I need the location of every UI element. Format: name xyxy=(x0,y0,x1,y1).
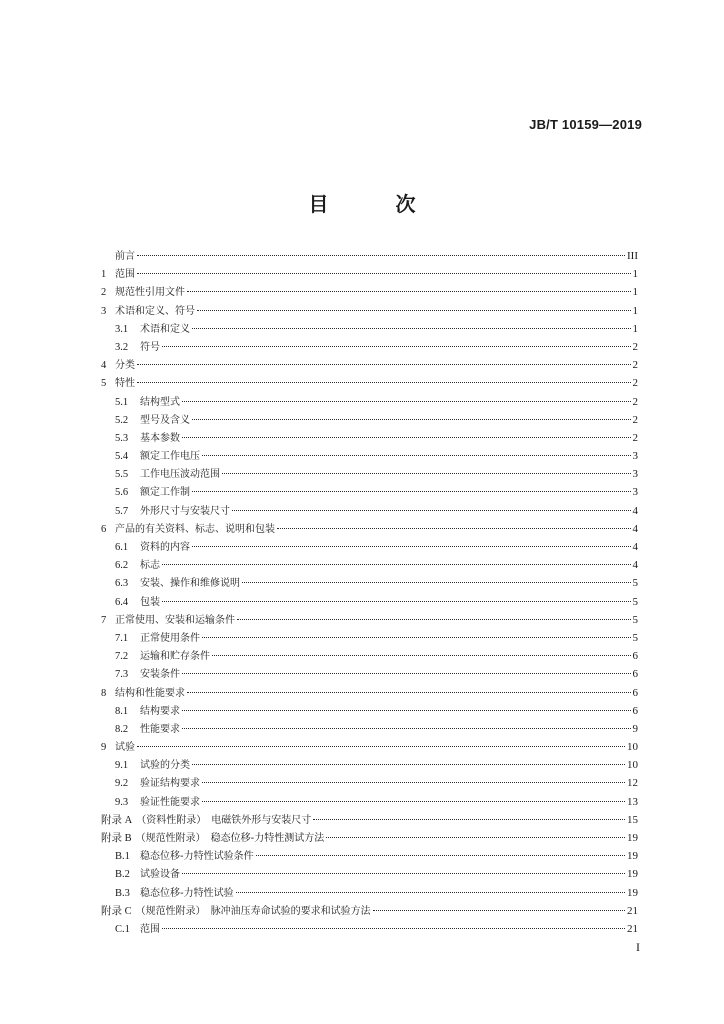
dot-leader xyxy=(232,510,631,511)
toc-entry[interactable] xyxy=(101,520,638,538)
toc-entry-page: 9 xyxy=(632,722,638,735)
toc-entry-number: C.1 xyxy=(115,923,130,935)
page-title: 目 次 xyxy=(308,192,446,216)
toc-entry[interactable] xyxy=(101,865,638,883)
toc-entry[interactable] xyxy=(101,465,638,483)
toc-entry-page: 4 xyxy=(632,559,638,572)
toc-entry[interactable] xyxy=(101,665,638,683)
toc-entry-number: 5.7 xyxy=(115,505,129,517)
toc-entry-number: 6.2 xyxy=(115,560,129,572)
dot-leader xyxy=(162,346,631,347)
dot-leader xyxy=(162,928,625,929)
dot-leader xyxy=(182,401,631,402)
toc-entry-number: 7.3 xyxy=(115,669,129,681)
dot-leader xyxy=(256,855,625,856)
toc-entry[interactable] xyxy=(101,720,638,738)
toc-entry-page: 5 xyxy=(632,631,638,644)
dot-leader xyxy=(182,673,631,674)
toc-entry-label: 试验设备 xyxy=(140,869,180,881)
toc-entry-label: 试验的分类 xyxy=(140,760,190,772)
dot-leader xyxy=(182,437,631,438)
dot-leader xyxy=(137,255,625,256)
dot-leader xyxy=(187,291,631,292)
dot-leader xyxy=(212,655,631,656)
toc-entry-number: 5.1 xyxy=(115,396,129,408)
dot-leader xyxy=(192,328,631,329)
toc-entry[interactable] xyxy=(101,684,638,702)
standard-code: JB/T 10159—2019 xyxy=(529,117,642,132)
toc-entry-label: 型号及含义 xyxy=(140,414,190,426)
toc-entry-number: 8 xyxy=(101,687,107,699)
toc-entry-number: 8.1 xyxy=(115,705,129,717)
dot-leader xyxy=(202,801,625,802)
toc-entry-page: 21 xyxy=(627,922,638,935)
toc-entry-number: 3.1 xyxy=(115,323,129,335)
toc-entry-number: 6.1 xyxy=(115,542,129,553)
dot-leader xyxy=(137,364,631,365)
toc-entry[interactable] xyxy=(101,538,638,556)
toc-entry-label: 范围 xyxy=(140,923,160,935)
toc-entry-page: 2 xyxy=(632,395,638,408)
toc-entry-page: 6 xyxy=(632,650,638,663)
dot-leader xyxy=(182,710,631,711)
toc-entry-page: 2 xyxy=(632,377,638,390)
toc-entry-label: 外形尺寸与安装尺寸 xyxy=(140,505,230,517)
toc-entry-number: 6.4 xyxy=(115,596,129,608)
toc-entry-page: 15 xyxy=(627,813,638,826)
toc-entry-label: 稳态位移-力特性试验条件 xyxy=(140,851,254,863)
toc-entry-label: 范围 xyxy=(115,269,135,281)
dot-leader xyxy=(202,637,631,638)
toc-entry-label: 资料的内容 xyxy=(140,542,190,553)
toc-entry-label: 术语和定义 xyxy=(140,323,190,335)
dot-leader xyxy=(182,728,631,729)
toc-entry-label: 正常使用条件 xyxy=(140,632,200,644)
toc-entry-label: 术语和定义、符号 xyxy=(115,305,195,317)
toc-entry[interactable] xyxy=(101,811,638,829)
toc-entry-label: 工作电压波动范围 xyxy=(140,469,220,481)
toc-entry-number: 5.5 xyxy=(115,469,129,481)
toc-entry-page: III xyxy=(627,250,638,262)
toc-entry-page: 1 xyxy=(632,268,638,281)
toc-entry-page: 6 xyxy=(632,686,638,699)
dot-leader xyxy=(137,746,625,747)
dot-leader xyxy=(197,310,631,311)
toc-entry-label: 结构要求 xyxy=(140,705,180,717)
dot-leader xyxy=(313,819,625,820)
toc-entry-number: 6.3 xyxy=(115,578,129,590)
toc-entry-page: 10 xyxy=(627,741,638,754)
dot-leader xyxy=(326,837,625,838)
dot-leader xyxy=(137,273,631,274)
toc-entry-page: 10 xyxy=(627,759,638,772)
toc-entry-label: 规范性引用文件 xyxy=(115,287,185,299)
dot-leader xyxy=(162,601,631,602)
toc-entry[interactable] xyxy=(101,429,638,447)
toc-entry[interactable] xyxy=(101,829,638,847)
dot-leader xyxy=(202,782,625,783)
toc-entry-page: 3 xyxy=(632,486,638,499)
toc-entry-page: 12 xyxy=(627,777,638,790)
dot-leader xyxy=(202,455,631,456)
toc-entry[interactable] xyxy=(101,884,638,902)
dot-leader xyxy=(192,764,625,765)
toc-entry-number: B.2 xyxy=(115,869,130,881)
toc-entry-page: 21 xyxy=(627,904,638,917)
dot-leader xyxy=(192,419,631,420)
dot-leader xyxy=(137,382,631,383)
toc-entry-page: 6 xyxy=(632,668,638,681)
toc-entry[interactable] xyxy=(101,502,638,520)
toc-entry-label: 结构和性能要求 xyxy=(115,687,185,699)
toc-entry[interactable] xyxy=(101,393,638,411)
toc-entry-label: 运输和贮存条件 xyxy=(140,651,210,663)
toc-entry-page: 6 xyxy=(632,704,638,717)
toc-entry-number: 3 xyxy=(101,305,107,317)
toc-entry-number: 7 xyxy=(101,614,107,626)
toc-entry-page: 3 xyxy=(632,450,638,463)
toc-entry-number: 5.2 xyxy=(115,414,129,426)
toc-entry-label: 基本参数 xyxy=(140,432,180,444)
toc-entry-number: 9 xyxy=(101,742,107,754)
toc-entry-number: 4 xyxy=(101,360,107,372)
toc-entry-page: 2 xyxy=(632,359,638,372)
toc-entry[interactable] xyxy=(101,593,638,611)
toc-entry[interactable] xyxy=(101,702,638,720)
toc-entry-page: 1 xyxy=(632,322,638,335)
toc-entry-number: 7.2 xyxy=(115,651,129,663)
dot-leader xyxy=(182,873,625,874)
toc-entry-page: 19 xyxy=(627,868,638,881)
toc-entry-label: 包装 xyxy=(140,596,160,608)
toc-entry[interactable] xyxy=(101,374,638,392)
toc-entry[interactable] xyxy=(101,902,638,920)
toc-entry-label: （规范性附录） 稳态位移-力特性测试方法 xyxy=(135,833,325,844)
toc-entry-number: 9.1 xyxy=(115,760,129,772)
toc-entry[interactable] xyxy=(101,247,638,265)
toc-entry[interactable] xyxy=(101,447,638,465)
dot-leader xyxy=(187,692,631,693)
toc-entry-page: 4 xyxy=(632,504,638,517)
toc-entry[interactable] xyxy=(101,756,638,774)
toc-entry[interactable] xyxy=(101,574,638,592)
page-number: I xyxy=(636,940,640,954)
toc-entry[interactable] xyxy=(101,793,638,811)
toc-entry-label: 标志 xyxy=(140,560,160,572)
toc-entry[interactable] xyxy=(101,774,638,792)
toc-entry[interactable] xyxy=(101,738,638,756)
toc-entry[interactable] xyxy=(101,556,638,574)
toc-entry-number: 9.2 xyxy=(115,778,129,790)
dot-leader xyxy=(236,892,625,893)
toc-entry[interactable] xyxy=(101,265,638,283)
toc-entry[interactable] xyxy=(101,302,638,320)
toc-entry-page: 2 xyxy=(632,413,638,426)
dot-leader xyxy=(162,564,631,565)
dot-leader xyxy=(277,528,631,529)
toc-entry-page: 5 xyxy=(632,577,638,590)
dot-leader xyxy=(192,491,631,492)
toc-entry-number: 5.6 xyxy=(115,487,129,499)
toc-entry-label: 稳态位移-力特性试验 xyxy=(140,887,234,899)
toc-entry-label: （资料性附录） 电磁铁外形与安装尺寸 xyxy=(136,814,312,826)
toc-entry-page: 19 xyxy=(627,832,638,844)
toc-entry-label: 验证性能要求 xyxy=(140,796,200,808)
toc-entry-number: 3.2 xyxy=(115,341,129,353)
toc-entry-number: B.3 xyxy=(115,887,130,899)
toc-entry-page: 19 xyxy=(627,886,638,899)
toc-entry-page: 4 xyxy=(632,522,638,535)
toc-entry[interactable] xyxy=(101,611,638,629)
dot-leader xyxy=(237,619,631,620)
dot-leader xyxy=(242,582,631,583)
toc-entry-number: 5 xyxy=(101,378,107,390)
dot-leader xyxy=(192,546,631,547)
toc-entry-page: 2 xyxy=(632,340,638,353)
toc-entry-label: 试验 xyxy=(115,742,135,754)
toc-entry-page: 3 xyxy=(632,468,638,481)
toc-entry[interactable] xyxy=(101,320,638,338)
toc-entry[interactable] xyxy=(101,483,638,501)
toc-entry-page: 5 xyxy=(632,595,638,608)
toc-entry-label: 性能要求 xyxy=(140,723,180,735)
toc-entry[interactable] xyxy=(101,647,638,665)
toc-entry-label: 结构型式 xyxy=(140,396,180,408)
toc-entry-number: 5.4 xyxy=(115,451,129,463)
toc-entry-label: 正常使用、安装和运输条件 xyxy=(115,614,235,626)
toc-entry-label: 前言 xyxy=(115,251,135,262)
table-of-contents xyxy=(101,247,638,938)
toc-entry[interactable] xyxy=(101,338,638,356)
toc-entry-number: 附录 B xyxy=(101,833,132,844)
toc-entry[interactable] xyxy=(101,411,638,429)
toc-entry-page: 1 xyxy=(632,286,638,299)
toc-entry-label: 验证结构要求 xyxy=(140,778,200,790)
toc-entry-number: 附录 C xyxy=(101,905,132,917)
toc-entry[interactable] xyxy=(101,920,638,938)
toc-entry[interactable] xyxy=(101,356,638,374)
toc-entry-page: 4 xyxy=(632,541,638,553)
toc-entry-label: 额定工作电压 xyxy=(140,451,200,463)
toc-entry-label: （规范性附录） 脉冲油压寿命试验的要求和试验方法 xyxy=(135,905,371,917)
toc-entry-label: 产品的有关资料、标志、说明和包装 xyxy=(115,523,275,535)
toc-entry-page: 5 xyxy=(632,613,638,626)
toc-entry-page: 2 xyxy=(632,431,638,444)
toc-entry-number: 2 xyxy=(101,287,107,299)
toc-entry-page: 13 xyxy=(627,795,638,808)
toc-entry-page: 19 xyxy=(627,850,638,863)
toc-entry-number: 6 xyxy=(101,523,107,535)
toc-entry-number: 1 xyxy=(101,269,107,281)
toc-entry-number: 9.3 xyxy=(115,796,129,808)
toc-entry-label: 符号 xyxy=(140,341,160,353)
toc-entry-number: 附录 A xyxy=(101,814,133,826)
dot-leader xyxy=(373,910,625,911)
toc-entry[interactable] xyxy=(101,283,638,301)
dot-leader xyxy=(222,473,631,474)
toc-entry-label: 特性 xyxy=(115,378,135,390)
toc-entry-number: B.1 xyxy=(115,851,130,863)
toc-entry-number: 8.2 xyxy=(115,723,129,735)
toc-entry-number: 5.3 xyxy=(115,432,129,444)
toc-entry[interactable] xyxy=(101,629,638,647)
toc-entry-label: 安装、操作和维修说明 xyxy=(140,578,240,590)
toc-entry-label: 分类 xyxy=(115,360,135,372)
toc-entry-label: 额定工作制 xyxy=(140,487,190,499)
toc-entry-number: 7.1 xyxy=(115,632,129,644)
toc-entry-page: 1 xyxy=(632,304,638,317)
toc-entry[interactable] xyxy=(101,847,638,865)
toc-entry-label: 安装条件 xyxy=(140,669,180,681)
